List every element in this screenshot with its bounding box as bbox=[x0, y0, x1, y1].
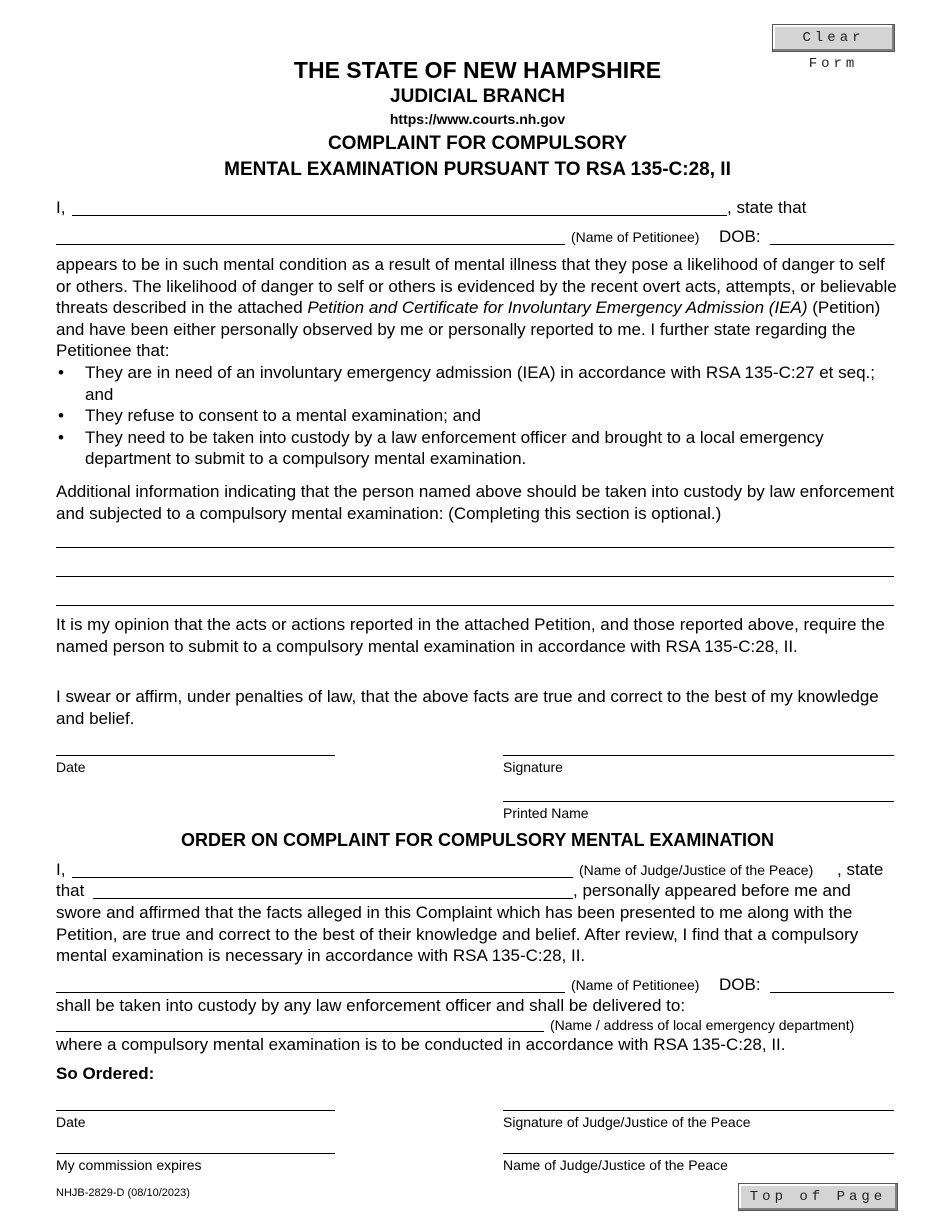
complainant-name-field[interactable] bbox=[72, 215, 727, 216]
emergency-dept-label: (Name / address of local emergency department) bbox=[550, 1017, 855, 1033]
custody-text: shall be taken into custody by any law enforcement officer and shall be delivered to: bbox=[56, 996, 686, 1015]
appeared-text: , personally appeared before me and bbox=[573, 881, 851, 900]
where-text: where a compulsory mental examination is to be conducted in accordance with RSA 135-C:28, II. bbox=[56, 1035, 786, 1054]
branch-title: JUDICIAL BRANCH bbox=[390, 86, 565, 107]
complaint-date-field[interactable] bbox=[56, 755, 335, 756]
clear-form-button[interactable]: Clear Form bbox=[772, 24, 895, 52]
judge-signature-label: Signature of Judge/Justice of the Peace bbox=[503, 1114, 751, 1130]
petitionee-name-field[interactable] bbox=[56, 244, 565, 245]
order-date-label: Date bbox=[56, 1114, 86, 1130]
top-of-page-button[interactable]: Top of Page bbox=[738, 1183, 898, 1211]
judge-name-field[interactable] bbox=[72, 877, 573, 878]
order-date-field[interactable] bbox=[56, 1110, 335, 1111]
complaint-signature-field[interactable] bbox=[503, 755, 894, 756]
judge-name-print-field[interactable] bbox=[503, 1153, 894, 1154]
appeared-person-field[interactable] bbox=[93, 898, 573, 899]
i-label: I, bbox=[56, 198, 66, 217]
form-title-line2: MENTAL EXAMINATION PURSUANT TO RSA 135-C:28, II bbox=[224, 159, 731, 180]
order-i-label: I, bbox=[56, 860, 66, 879]
so-ordered-label: So Ordered: bbox=[56, 1064, 155, 1083]
complaint-date-label: Date bbox=[56, 759, 86, 775]
courts-url[interactable]: https://www.courts.nh.gov bbox=[389, 111, 566, 127]
commission-expires-label: My commission expires bbox=[56, 1157, 202, 1173]
additional-info-text: Additional information indicating that the person named above should be taken into custody by law enforcement and subjected to a compulsory mental examination: (Completing this section is optional.) bbox=[56, 482, 895, 523]
bullet-item: • They need to be taken into custody by a law enforcement officer and brought to a local emergency department to submit to a compulsory mental examination. bbox=[56, 427, 901, 470]
swear-text: I swear or affirm, under penalties of law, that the above facts are true and correct to the best of my knowledge and belief. bbox=[56, 687, 879, 728]
printed-name-field[interactable] bbox=[503, 801, 894, 802]
printed-name-label: Printed Name bbox=[503, 805, 589, 821]
complaint-paragraph: appears to be in such mental condition as a result of mental illness that they pose a likelihood of danger to self or others. The likelihood of danger to self or others is evidenced by the recent overt acts, attempts, or believable threats described in the attached Petition and Certificate for Involuntary Emergency Admission (IEA) (Petition) and have been either personally observed by me or personally reported to me. I further state regarding the Petitionee that: bbox=[56, 255, 897, 361]
commission-expires-field[interactable] bbox=[56, 1153, 335, 1154]
state-that-label: , state that bbox=[727, 198, 807, 217]
order-petitionee-dob-field[interactable] bbox=[770, 992, 894, 993]
order-dob-label: DOB: bbox=[719, 975, 761, 994]
dob-label: DOB: bbox=[719, 227, 761, 246]
additional-info-line-3[interactable] bbox=[56, 605, 894, 606]
state-word: , state bbox=[837, 860, 884, 879]
additional-info-line-2[interactable] bbox=[56, 576, 894, 577]
state-title: THE STATE OF NEW HAMPSHIRE bbox=[293, 57, 662, 83]
petitionee-name-label: (Name of Petitionee) bbox=[571, 229, 700, 245]
judge-signature-field[interactable] bbox=[503, 1110, 894, 1111]
bullet-item: • They are in need of an involuntary emergency admission (IEA) in accordance with RSA 135-C:27 et seq.; and bbox=[56, 362, 901, 405]
additional-info-line-1[interactable] bbox=[56, 547, 894, 548]
form-title-line1: COMPLAINT FOR COMPULSORY bbox=[327, 133, 628, 154]
complaint-signature-label: Signature bbox=[503, 759, 563, 775]
judge-name-label: (Name of Judge/Justice of the Peace) bbox=[579, 862, 814, 878]
order-title: ORDER ON COMPLAINT FOR COMPULSORY MENTAL EXAMINATION bbox=[181, 830, 774, 850]
order-paragraph: swore and affirmed that the facts alleged in this Complaint which has been presented to me along with the Petition, are true and correct to the best of their knowledge and belief. After review, I find that a compulsory mental examination is necessary in accordance with RSA 135-C:28, II. bbox=[56, 903, 859, 966]
order-petitionee-name-label: (Name of Petitionee) bbox=[571, 977, 700, 993]
petitionee-dob-field[interactable] bbox=[770, 244, 894, 245]
that-word: that bbox=[56, 881, 85, 900]
emergency-dept-field[interactable] bbox=[56, 1031, 544, 1032]
bullet-item: • They refuse to consent to a mental examination; and bbox=[56, 405, 901, 427]
judge-name-print-label: Name of Judge/Justice of the Peace bbox=[503, 1157, 728, 1173]
order-petitionee-name-field[interactable] bbox=[56, 992, 565, 993]
opinion-text: It is my opinion that the acts or actions reported in the attached Petition, and those reported above, require the named person to submit to a compulsory mental examination in accordance with RSA 135-C:28, II. bbox=[56, 615, 885, 656]
form-id: NHJB-2829-D (08/10/2023) bbox=[56, 1187, 190, 1199]
petition-title-italic: Petition and Certificate for Involuntary Emergency Admission (IEA) bbox=[307, 298, 808, 318]
